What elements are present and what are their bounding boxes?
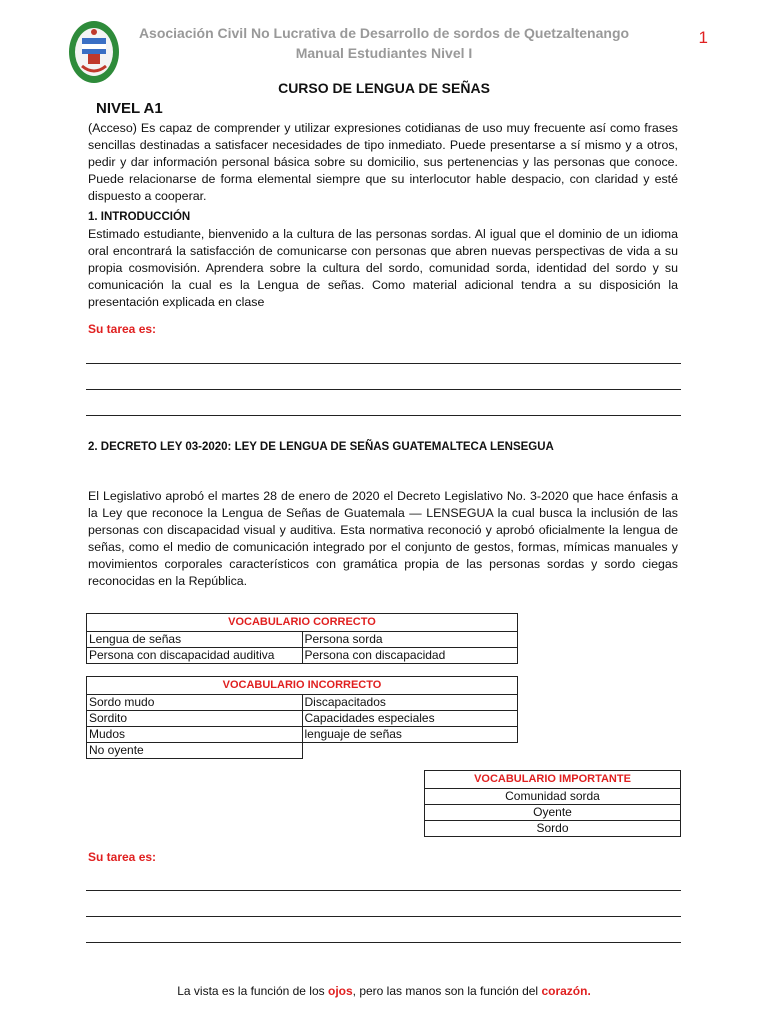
- table-cell: Lengua de señas: [87, 632, 303, 648]
- table-cell: Comunidad sorda: [425, 789, 681, 805]
- table-row: [87, 648, 518, 664]
- table-row: [87, 695, 518, 711]
- quote-part: La vista es la función de los: [177, 984, 328, 998]
- table-cell: Persona con discapacidad: [302, 648, 518, 664]
- footer-quote: [0, 984, 768, 998]
- table-cell: Persona con discapacidad auditiva: [87, 648, 303, 664]
- table-cell: Persona sorda: [302, 632, 518, 648]
- vocab-important-title: VOCABULARIO IMPORTANTE: [425, 771, 681, 789]
- table-row: [87, 711, 518, 727]
- answer-line[interactable]: [86, 890, 681, 891]
- table-cell: Sordo mudo: [87, 695, 303, 711]
- table-cell: Sordo: [425, 821, 681, 837]
- answer-line[interactable]: [86, 363, 681, 364]
- section-2-heading: 2. DECRETO LEY 03-2020: LEY DE LENGUA DE SEÑAS GUATEMALTECA LENSEGUA: [88, 441, 554, 453]
- header-org-name: Asociación Civil No Lucrativa de Desarrollo de sordos de Quetzaltenango: [138, 25, 630, 41]
- page-number: 1: [698, 28, 708, 47]
- table-row: [87, 743, 518, 759]
- table-cell: Discapacitados: [302, 695, 518, 711]
- section-1-body: Estimado estudiante, bienvenido a la cultura de las personas sordas. Al igual que el dominio de un idioma oral encontrará la satisfacción de comunicarse con personas que abren nuevas perspectivas de vida a su propia cosmovisión. Aprendera sobre la cultura del sordo, comunidad sorda, identidad del sordo y su comunicación la cual es la Lengua de señas. Como material adicional tendra a su disposición la presentación explicada en clase: [88, 227, 678, 309]
- table-row: [425, 789, 681, 805]
- table-row: [87, 727, 518, 743]
- table-cell: Mudos: [87, 727, 303, 743]
- table-cell: lenguaje de señas: [302, 727, 518, 743]
- section-2-body: El Legislativo aprobó el martes 28 de enero de 2020 el Decreto Legislativo No. 3-2020 que hace énfasis a la Ley que reconoce la Lengua de Señas de Guatemala — LENSEGUA la cual busca la inclusión de las personas con discapacidad visual y auditiva. Esta normativa reconoció y aprobó oficialmente la lengua de señas, como el medio de comunicación integrado por el conjunto de gestos, formas, mímicas manuales y movimientos corporales característicos con gramática propia de las personas sordas y sordo ciegas reconocidas en la República.: [88, 489, 678, 588]
- quote-highlight-heart: corazón.: [541, 984, 591, 998]
- table-row: [425, 805, 681, 821]
- vocab-incorrect-title: VOCABULARIO INCORRECTO: [87, 677, 518, 695]
- table-cell: Capacidades especiales: [302, 711, 518, 727]
- quote-part: , pero las manos son la función del: [352, 984, 542, 998]
- header-manual-title: Manual Estudiantes Nivel I: [295, 45, 473, 61]
- level-heading: NIVEL A1: [96, 100, 163, 117]
- vocab-correct-title: VOCABULARIO CORRECTO: [87, 614, 518, 632]
- answer-line[interactable]: [86, 942, 681, 943]
- answer-line[interactable]: [86, 389, 681, 390]
- quote-highlight-eyes: ojos: [327, 984, 353, 998]
- table-cell: No oyente: [87, 743, 303, 759]
- table-row: [87, 632, 518, 648]
- answer-line[interactable]: [86, 415, 681, 416]
- page-title: CURSO DE LENGUA DE SEÑAS: [278, 80, 490, 96]
- vocab-correct-table: [86, 613, 518, 664]
- table-row: [425, 821, 681, 837]
- task-label-1: Su tarea es:: [88, 322, 157, 336]
- table-cell-empty: [302, 743, 518, 759]
- vocab-important-table: [424, 770, 681, 837]
- section-1-heading: 1. INTRODUCCIÓN: [88, 211, 191, 223]
- table-cell: Oyente: [425, 805, 681, 821]
- task-label-2: Su tarea es:: [88, 850, 157, 864]
- vocab-incorrect-table: [86, 676, 518, 759]
- level-description: (Acceso) Es capaz de comprender y utilizar expresiones cotidianas de uso muy frecuente así como frases sencillas destinadas a satisfacer necesidades de tipo inmediato. Puede presentarse a sí mismo y a otros, pedir y dar información personal básica sobre su domicilio, sus pertenencias y las personas que conoce. Puede relacionarse de forma elemental siempre que su interlocutor hable despacio, con claridad y esté dispuesto a cooperar.: [88, 121, 678, 203]
- answer-line[interactable]: [86, 916, 681, 917]
- table-cell: Sordito: [87, 711, 303, 727]
